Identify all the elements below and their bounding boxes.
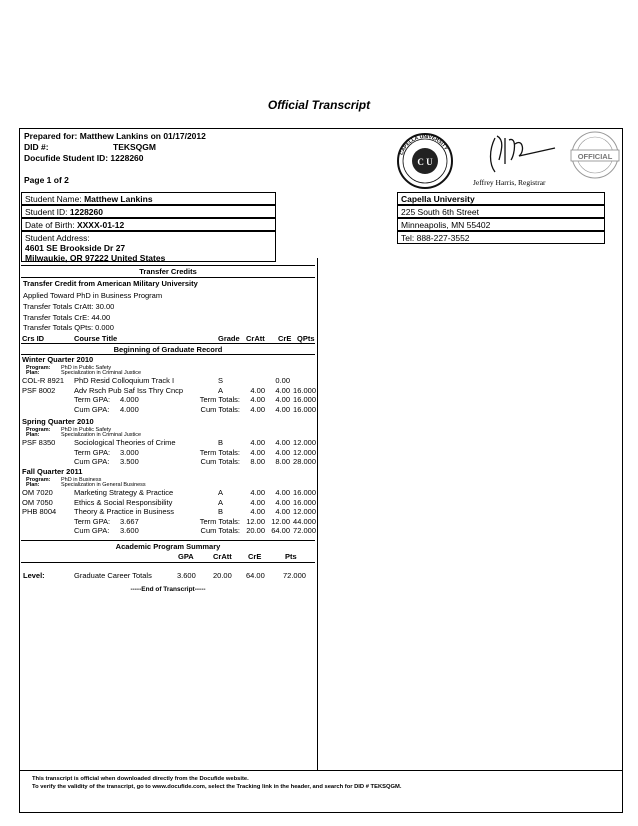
plan-label: Plan: [26, 482, 40, 488]
term-gpa: 4.000 [120, 395, 139, 404]
cum-gpa: 3.600 [120, 526, 139, 535]
term-total-qpts: 12.000 [293, 447, 316, 457]
cum-total-qpts: 28.000 [293, 457, 316, 466]
term-gpa-label: Term GPA: [74, 516, 111, 526]
term-total-cratt: 12.00 [246, 516, 265, 526]
dob-row: Date of Birth: XXXX-01-12 [21, 218, 276, 231]
seal-letters: C U [417, 157, 433, 167]
col-cratt: CrAtt [246, 334, 265, 343]
term-total-qpts: 16.000 [293, 395, 316, 404]
transfer-cratt: Transfer Totals CrAtt: 30.00 [23, 302, 115, 311]
cum-total-cratt: 8.00 [250, 457, 265, 466]
student-name: Matthew Lankins [84, 194, 153, 204]
col-title: Course Title [74, 334, 118, 343]
program-label: Program: [26, 427, 51, 433]
course-cratt: 4.00 [250, 497, 265, 507]
program-value: PhD in Public Safety [61, 365, 112, 371]
plan-value: Specialization in Criminal Justice [61, 370, 142, 376]
rule [21, 277, 315, 278]
plan-label: Plan: [26, 370, 40, 376]
plan-value: Specialization in Criminal Justice [61, 432, 142, 438]
course-id: PSF 8002 [22, 385, 56, 395]
student-id: 1228260 [69, 207, 103, 217]
end-of-transcript: -----End of Transcript----- [130, 586, 206, 593]
student-dob: XXXX-01-12 [76, 220, 125, 230]
column-divider [317, 258, 318, 770]
course-cre: 4.00 [275, 507, 290, 516]
course-title: Adv Rsch Pub Saf Iss Thry Cncp [74, 385, 184, 395]
course-qpts: 16.000 [293, 385, 316, 395]
address-line-1: 4601 SE Brookside Dr 27 [25, 243, 126, 253]
course-title: Ethics & Social Responsibility [74, 497, 173, 507]
course-grade: B [218, 507, 224, 516]
official-badge-text: OFFICIAL [577, 152, 613, 161]
course-cratt: 4.00 [250, 507, 265, 516]
term-gpa-label: Term GPA: [74, 447, 111, 457]
term-total-cre: 12.00 [271, 516, 290, 526]
summary-cratt: 20.00 [213, 571, 232, 580]
course-cre: 4.00 [275, 497, 290, 507]
summary-col-cre: CrE [248, 552, 262, 561]
course-cratt: 4.00 [250, 488, 265, 497]
course-grade: A [218, 385, 224, 395]
term-total-cratt: 4.00 [250, 447, 265, 457]
cum-totals-label: Cum Totals: [200, 457, 240, 466]
rule [21, 540, 315, 541]
course-id: PHB 8004 [22, 507, 57, 516]
transfer-applied: Applied Toward PhD in Business Program [23, 291, 163, 300]
university-tel: Tel: 888-227-3552 [397, 231, 605, 244]
course-cre: 4.00 [275, 488, 290, 497]
course-cre: 0.00 [275, 376, 290, 385]
summary-pts: 72.000 [283, 571, 306, 580]
footer-line-1: This transcript is official when downloaded directly from the Docufide website. [32, 776, 249, 782]
course-cre: 4.00 [275, 438, 290, 447]
course-qpts: 16.000 [293, 497, 316, 507]
course-qpts: 12.000 [293, 438, 316, 447]
cum-gpa: 3.500 [120, 457, 139, 466]
rule [21, 562, 315, 563]
cum-total-qpts: 16.000 [293, 404, 316, 414]
cum-gpa: 4.000 [120, 404, 139, 414]
course-title: PhD Resid Colloquium Track I [74, 376, 175, 385]
course-id: COL-R 8921 [22, 376, 65, 385]
cum-total-cratt: 4.00 [250, 404, 265, 414]
docufide-id: Docufide Student ID: 1228260 [24, 153, 144, 163]
cum-total-cre: 64.00 [271, 526, 290, 535]
address-box: Student Address: 4601 SE Brookside Dr 27 Milwaukie, OR 97222 United States [21, 231, 276, 262]
course-id: OM 7050 [22, 497, 53, 507]
cum-gpa-label: Cum GPA: [74, 457, 110, 466]
term-total-cratt: 4.00 [250, 395, 265, 404]
university-street: 225 South 6th Street [397, 205, 605, 218]
did-value: TEKSQGM [113, 142, 156, 152]
page-title: Official Transcript [267, 98, 371, 112]
term-totals-label: Term Totals: [199, 516, 240, 526]
term-gpa: 3.667 [120, 516, 139, 526]
transfer-from: Transfer Credit from American Military University [23, 279, 198, 288]
summary-level-label: Level: [23, 571, 45, 580]
course-cre: 4.00 [275, 385, 290, 395]
did-label: DID #: [24, 142, 49, 152]
transfer-cre: Transfer Totals CrE: 44.00 [23, 313, 111, 322]
summary-gpa: 3.600 [177, 571, 196, 580]
course-title: Theory & Practice in Business [74, 507, 175, 516]
cum-totals-label: Cum Totals: [200, 404, 240, 414]
term-totals-label: Term Totals: [199, 447, 240, 457]
footer-line-2: To verify the validity of the transcript, go to www.docufide.com, select the Tracking link in the header, and search for DID # TEKSQGM. [32, 784, 402, 790]
university-seal-icon [393, 132, 457, 190]
university-city: Minneapolis, MN 55402 [397, 218, 605, 231]
term-gpa: 3.000 [120, 447, 139, 457]
footer [32, 775, 401, 791]
course-grade: S [218, 376, 224, 385]
summary-col-gpa: GPA [178, 552, 194, 561]
transfer-qpts: Transfer Totals QPts: 0.000 [23, 323, 114, 332]
summary-heading: Academic Program Summary [115, 542, 221, 551]
term-totals-label: Term Totals: [199, 395, 240, 404]
seal-text: CAPELLA UNIVERSITY [398, 133, 449, 156]
term-total-cre: 4.00 [275, 447, 290, 457]
course-qpts: 16.000 [293, 488, 316, 497]
program-value: PhD in Business [61, 477, 102, 483]
summary-col-cratt: CrAtt [213, 552, 232, 561]
page-number: Page 1 of 2 [24, 175, 69, 185]
course-title: Sociological Theories of Crime [74, 438, 176, 447]
transfer-heading: Transfer Credits [139, 267, 197, 276]
program-label: Program: [26, 365, 51, 371]
term-name: Fall Quarter 2011 [22, 467, 83, 476]
summary-level: Graduate Career Totals [74, 571, 152, 580]
plan-value: Specialization in General Business [61, 482, 146, 488]
col-grade: Grade [218, 334, 240, 343]
prepared-for: Prepared for: Matthew Lankins on 01/17/2012 [24, 131, 206, 141]
university-name: Capella University [397, 192, 605, 205]
program-label: Program: [26, 477, 51, 483]
term-name: Winter Quarter 2010 [22, 355, 94, 364]
col-crs-id: Crs ID [22, 334, 45, 343]
term-gpa-label: Term GPA: [74, 395, 111, 404]
rule [21, 265, 315, 266]
summary-col-pts: Pts [285, 552, 297, 561]
course-id: PSF 8350 [22, 438, 56, 447]
course-grade: B [218, 438, 224, 447]
student-name-row: Student Name: Matthew Lankins [21, 192, 276, 205]
col-cre: CrE [278, 334, 292, 343]
term-total-qpts: 44.000 [293, 516, 316, 526]
course-id: OM 7020 [22, 488, 53, 497]
footer-rule [20, 770, 622, 771]
cum-gpa-label: Cum GPA: [74, 526, 110, 535]
registrar-signature-icon [475, 130, 565, 180]
cum-total-qpts: 72.000 [293, 526, 316, 535]
program-value: PhD in Public Safety [61, 427, 112, 433]
course-cratt: 4.00 [250, 438, 265, 447]
summary-cre: 64.00 [246, 571, 265, 580]
student-id-row: Student ID: 1228260 [21, 205, 276, 218]
cum-totals-label: Cum Totals: [200, 526, 240, 535]
course-grade: A [218, 497, 224, 507]
rule [21, 343, 315, 344]
term-name: Spring Quarter 2010 [22, 417, 94, 426]
cum-total-cre: 4.00 [275, 404, 290, 414]
address-line-2: Milwaukie, OR 97222 United States [25, 253, 166, 263]
course-grade: A [218, 488, 224, 497]
course-title: Marketing Strategy & Practice [74, 488, 174, 497]
official-seal-icon [570, 130, 620, 180]
registrar-name: Jeffrey Harris, Registrar [473, 178, 546, 187]
col-qpts: QPts [297, 334, 315, 343]
cum-total-cre: 8.00 [275, 457, 290, 466]
plan-label: Plan: [26, 432, 40, 438]
term-total-cre: 4.00 [275, 395, 290, 404]
graduate-heading: Beginning of Graduate Record [113, 345, 223, 354]
course-qpts: 12.000 [293, 507, 316, 516]
cum-gpa-label: Cum GPA: [74, 404, 110, 414]
course-cratt: 4.00 [250, 385, 265, 395]
cum-total-cratt: 20.00 [246, 526, 265, 535]
